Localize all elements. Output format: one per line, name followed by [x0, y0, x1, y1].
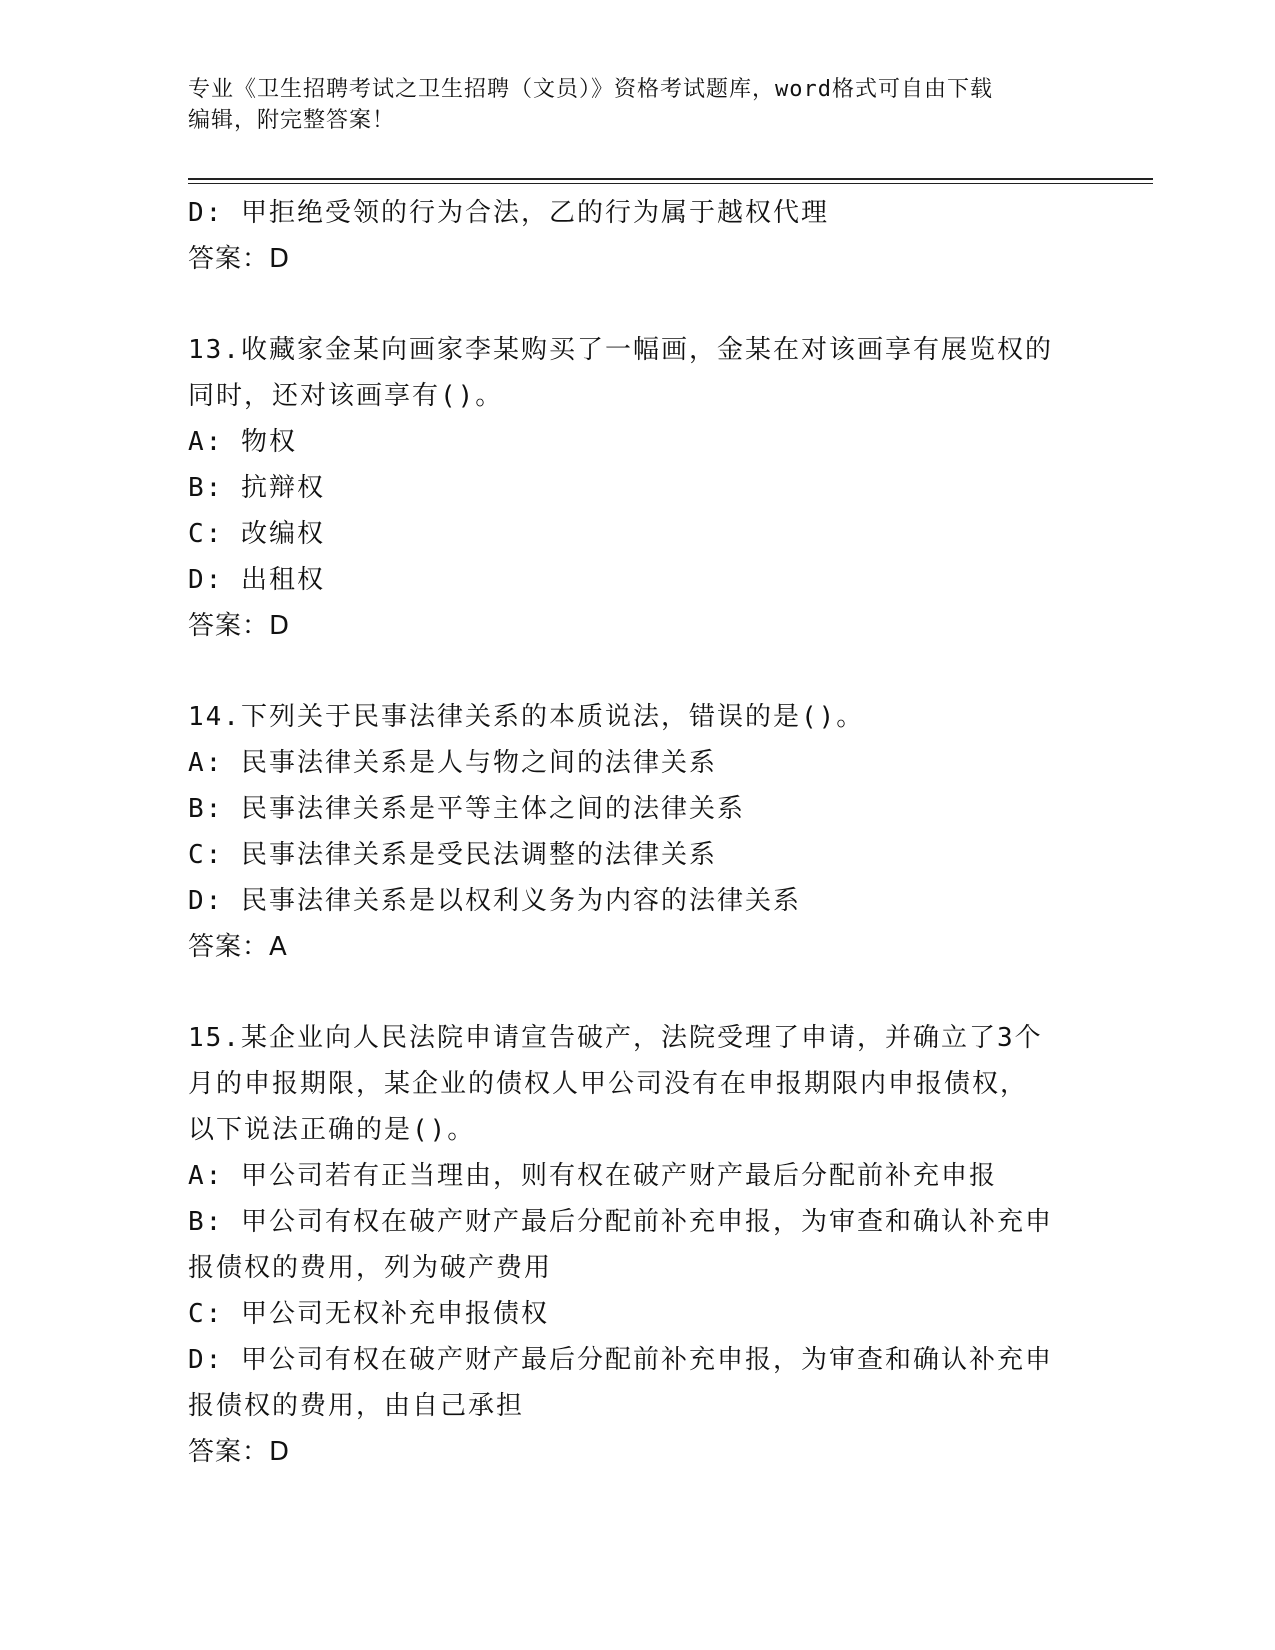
- option-b: B: 甲公司有权在破产财产最后分配前补充申报，为审查和确认补充申: [188, 1207, 1053, 1237]
- question-stem-line: 13.收藏家金某向画家李某购买了一幅画，金某在对该画享有展览权的: [188, 335, 1053, 365]
- answer: 答案：D: [188, 1437, 291, 1467]
- answer: 答案：D: [188, 611, 291, 641]
- spacer: [188, 282, 1088, 327]
- option-a: A: 甲公司若有正当理由，则有权在破产财产最后分配前补充申报: [188, 1161, 997, 1191]
- question-stem-line: 15.某企业向人民法院申请宣告破产，法院受理了申请，并确立了3个: [188, 1023, 1043, 1053]
- option-b: B: 抗辩权: [188, 473, 325, 503]
- option-a: A: 民事法律关系是人与物之间的法律关系: [188, 748, 717, 778]
- option-d: D: 民事法律关系是以权利义务为内容的法律关系: [188, 886, 801, 916]
- question-stem-line: 月的申报期限，某企业的债权人甲公司没有在申报期限内申报债权，: [188, 1069, 1029, 1099]
- question-stem-line: 以下说法正确的是()。: [188, 1115, 476, 1145]
- option-b-continued: 报债权的费用，列为破产费用: [188, 1253, 553, 1283]
- document-header: [188, 74, 1088, 136]
- option-d: D: 甲公司有权在破产财产最后分配前补充申报，为审查和确认补充申: [188, 1345, 1053, 1375]
- header-line-2: 编辑，附完整答案！: [188, 108, 396, 133]
- question-stem-line: 14.下列关于民事法律关系的本质说法，错误的是()。: [188, 702, 865, 732]
- answer: 答案：A: [188, 932, 288, 962]
- option-b: B: 民事法律关系是平等主体之间的法律关系: [188, 794, 745, 824]
- header-divider-thin: [188, 183, 1153, 184]
- spacer: [188, 649, 1088, 694]
- question-stem-line: 同时，还对该画享有()。: [188, 381, 504, 411]
- option-c: C: 民事法律关系是受民法调整的法律关系: [188, 840, 717, 870]
- question-15: [188, 1015, 1088, 1475]
- question-content: [188, 190, 1088, 1475]
- option-d-continued: 报债权的费用，由自己承担: [188, 1391, 525, 1421]
- option-c: C: 甲公司无权补充申报债权: [188, 1299, 549, 1329]
- question-14: [188, 694, 1088, 970]
- spacer: [188, 970, 1088, 1015]
- question-13: [188, 327, 1088, 649]
- option-a: A: 物权: [188, 427, 297, 457]
- prev-answer: 答案：D: [188, 244, 291, 274]
- prev-option-d: D: 甲拒绝受领的行为合法，乙的行为属于越权代理: [188, 198, 829, 228]
- header-divider-thick: [188, 178, 1153, 180]
- option-d: D: 出租权: [188, 565, 325, 595]
- header-line-1: 专业《卫生招聘考试之卫生招聘（文员）》资格考试题库，word格式可自由下载: [188, 77, 993, 102]
- option-c: C: 改编权: [188, 519, 325, 549]
